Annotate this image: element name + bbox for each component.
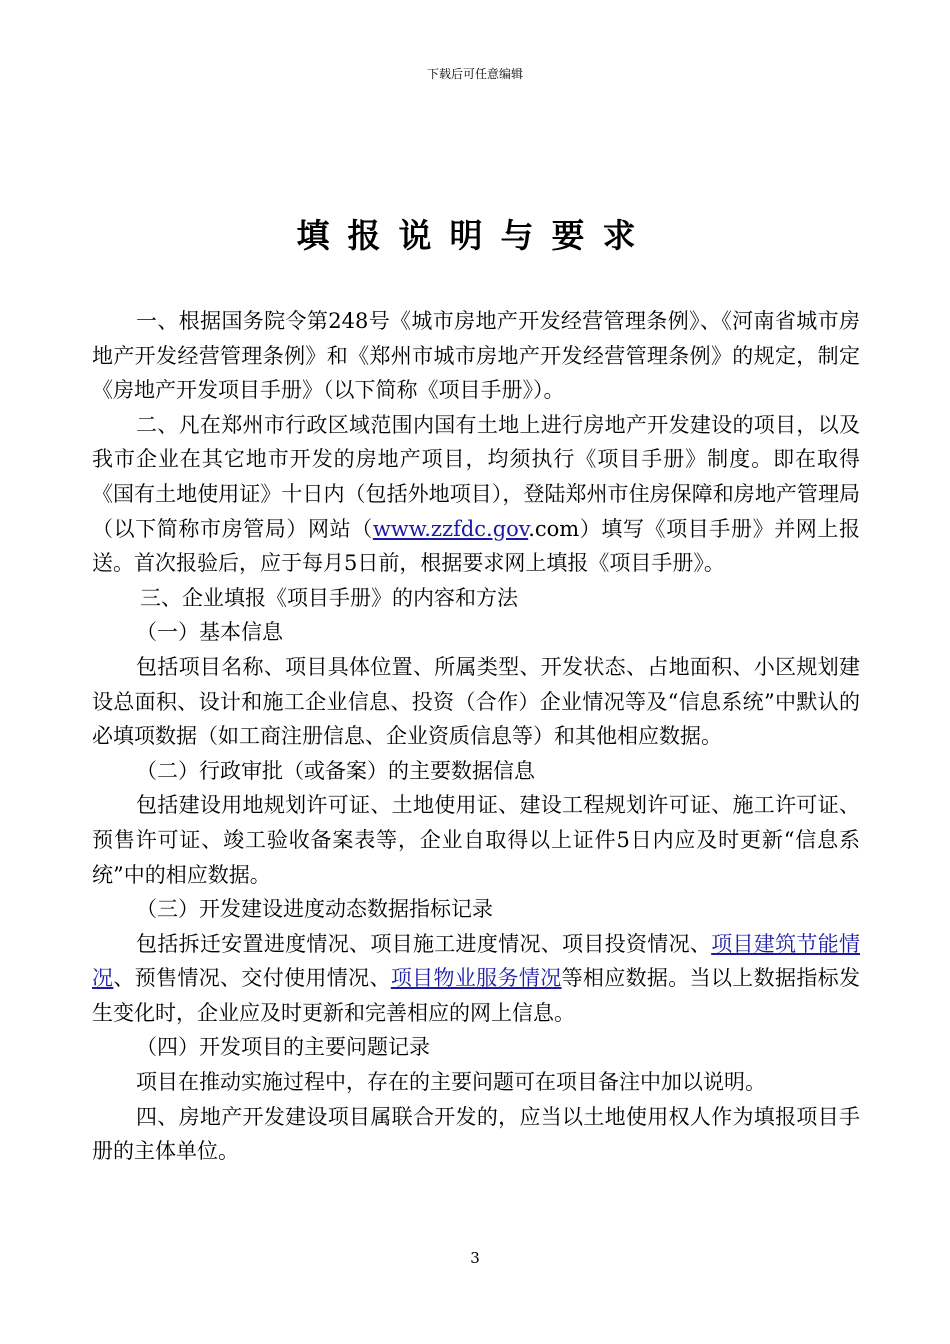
- subsection-3-text-3: 等相应数据。当以上数据指标发生变化时，企业应及时更新和完善相应的网上信息。: [92, 966, 861, 1025]
- subsection-1-title: （一）基本信息: [136, 620, 283, 645]
- document-body: [92, 304, 860, 1169]
- energy-saving-link[interactable]: 项目建筑节能情况: [92, 931, 861, 991]
- page-number: 3: [470, 1249, 480, 1267]
- website-link[interactable]: www.zzfdc.gov: [372, 516, 529, 541]
- subsection-3-body: [92, 927, 860, 1031]
- subsection-2-title: （二）行政审批（或备案）的主要数据信息: [136, 758, 535, 783]
- paragraph-2: [92, 408, 860, 581]
- paragraph-2-text-after: .com）填写《项目手册》并网上报送。首次报验后，应于每月5日前，根据要求网上填报《项目手册》。: [92, 516, 860, 576]
- page-title: 填报说明与要求: [296, 216, 654, 255]
- header-note: 下载后可任意编辑: [426, 67, 523, 81]
- subsection-1-body: 包括项目名称、项目具体位置、所属类型、开发状态、占地面积、小区规划建设总面积、设计和施工企业信息、投资（合作）企业情况等及“信息系统”中默认的必填项数据（如工商注册信息、企业资质信息等）和其他相应数据。: [92, 654, 860, 749]
- paragraph-2-text-before: 二、凡在郑州市行政区域范围内国有土地上进行房地产开发建设的项目，以及我市企业在其它地市开发的房地产项目，均须执行《项目手册》制度。即在取得《国有土地使用证》十日内（包括外地项目），登陆郑州市住房保障和房地产管理局（以下简称市房管局）网站（: [92, 412, 860, 541]
- paragraph-4: 四、房地产开发建设项目属联合开发的，应当以土地使用权人作为填报项目手册的主体单位。: [92, 1104, 860, 1164]
- subsection-4-body: 项目在推动实施过程中，存在的主要问题可在项目备注中加以说明。: [136, 1070, 766, 1095]
- subsection-3-text-2: 、预售情况、交付使用情况、: [113, 966, 391, 991]
- property-service-link[interactable]: 项目物业服务情况: [390, 966, 562, 991]
- subsection-3-text-1: 包括拆迁安置进度情况、项目施工进度情况、项目投资情况、: [136, 931, 712, 956]
- subsection-2-body: 包括建设用地规划许可证、土地使用证、建设工程规划许可证、施工许可证、预售许可证、竣工验收备案表等，企业自取得以上证件5日内应及时更新“信息系统”中的相应数据。: [92, 793, 860, 887]
- section-3-heading: 三、企业填报《项目手册》的内容和方法: [140, 585, 518, 610]
- paragraph-1: 一、根据国务院令第248号《城市房地产开发经营管理条例》、《河南省城市房地产开发经营管理条例》和《郑州市城市房地产开发经营管理条例》的规定，制定《房地产开发项目手册》（以下简称《项目手册》）。: [92, 309, 860, 403]
- subsection-3-title: （三）开发建设进度动态数据指标记录: [136, 897, 493, 922]
- subsection-4-title: （四）开发项目的主要问题记录: [136, 1035, 430, 1060]
